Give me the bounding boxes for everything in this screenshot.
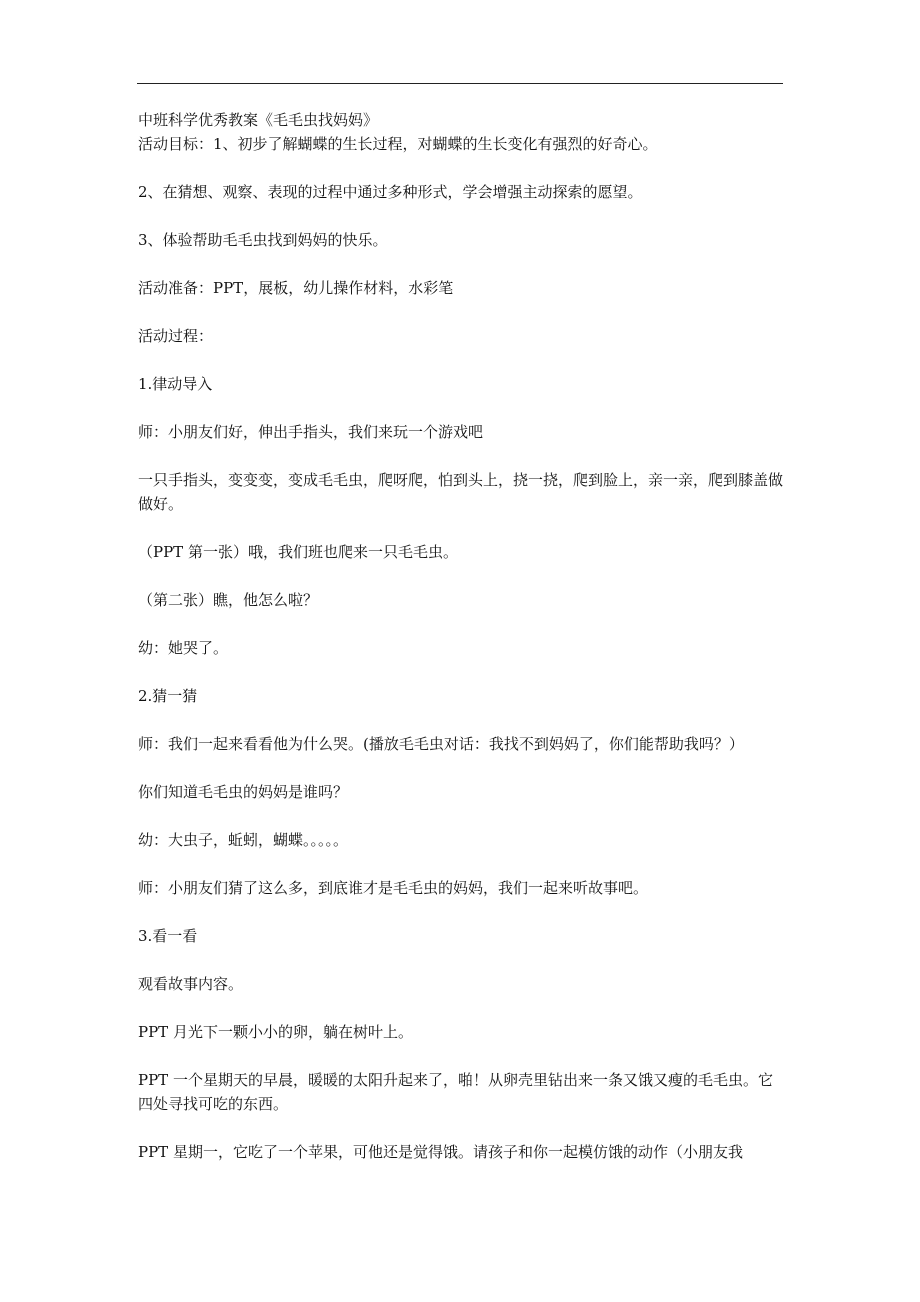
paragraph: 幼：她哭了。 <box>138 639 229 657</box>
paragraph: 幼：大虫子，蚯蚓，蝴蝶。。。。。 <box>138 831 349 849</box>
preparation: 活动准备：PPT，展板，幼儿操作材料，水彩笔 <box>138 279 454 297</box>
document-body <box>138 108 786 1188</box>
header-rule <box>137 83 783 84</box>
goal-3: 3、体验帮助毛毛虫找到妈妈的快乐。 <box>138 231 388 249</box>
paragraph: 师：我们一起来看看他为什么哭。(播放毛毛虫对话：我找不到妈妈了，你们能帮助我吗？） <box>138 735 744 753</box>
paragraph: 一只手指头，变变变，变成毛毛虫，爬呀爬，怕到头上，挠一挠，爬到脸上，亲一亲，爬到膝盖做做好。 <box>138 471 784 513</box>
doc-title: 中班科学优秀教案《毛毛虫找妈妈》 <box>138 111 379 129</box>
paragraph: PPT 月光下一颗小小的卵，躺在树叶上。 <box>138 1023 413 1041</box>
paragraph: 观看故事内容。 <box>138 975 244 993</box>
section-3-heading: 3.看一看 <box>138 927 198 945</box>
paragraph: 师：小朋友们好，伸出手指头，我们来玩一个游戏吧 <box>138 423 484 441</box>
section-2-heading: 2.猜一猜 <box>138 687 198 705</box>
goal-2: 2、在猜想、观察、表现的过程中通过多种形式，学会增强主动探索的愿望。 <box>138 183 643 201</box>
paragraph: 师：小朋友们猜了这么多，到底谁才是毛毛虫的妈妈，我们一起来听故事吧。 <box>138 879 649 897</box>
section-1-heading: 1.律动导入 <box>138 375 213 393</box>
paragraph: （PPT 第一张）哦，我们班也爬来一只毛毛虫。 <box>138 543 458 561</box>
process-heading: 活动过程： <box>138 327 214 345</box>
paragraph: 你们知道毛毛虫的妈妈是谁吗？ <box>138 783 349 801</box>
goal-1: 活动目标：1、初步了解蝴蝶的生长过程，对蝴蝶的生长变化有强烈的好奇心。 <box>138 135 658 153</box>
paragraph: PPT 星期一，它吃了一个苹果，可他还是觉得饿。请孩子和你一起模仿饿的动作（小朋友我 <box>138 1143 743 1161</box>
paragraph: PPT 一个星期天的早晨，暖暖的太阳升起来了，啪！从卵壳里钻出来一条又饿又瘦的毛毛虫。它四处寻找可吃的东西。 <box>138 1071 773 1113</box>
paragraph: （第二张）瞧，他怎么啦？ <box>138 591 319 609</box>
